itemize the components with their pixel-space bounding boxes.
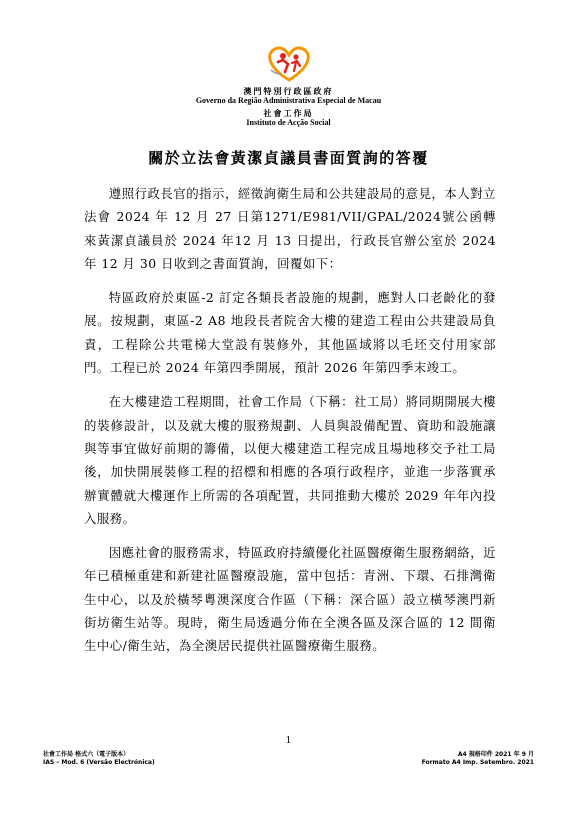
letterhead <box>0 42 577 128</box>
government-name-chinese: 澳門特別行政區政府 <box>243 86 334 96</box>
document-body <box>84 182 496 669</box>
government-name-portuguese: Governo da Região Administrativa Especial de Macau <box>195 96 382 105</box>
page-number: 1 <box>285 736 292 746</box>
footer-form-code-portuguese: IAS – Mod. 6 (Versão Electrónica) <box>43 759 155 766</box>
paragraph: 在大樓建造工程期間，社會工作局（下稱：社工局）將同期開展大樓的裝修設計，以及就大樓的服務規劃、人員與設備配置、資助和設施讓與等事宜做好前期的籌備，以便大樓建造工程完成且場地移交予社工局後，加快開展裝修工程的招標和相應的各項行政程序，並進一步落實承辦實體就大樓運作上所需的各項配置，共同推動大樓於 2029 年年內投入服務。 <box>84 394 496 526</box>
institute-name-chinese: 社會工作局 <box>263 108 314 118</box>
footer-print-format-chinese: A4 規格印件 2021 年 9 月 <box>457 751 534 758</box>
document-title: 關於立法會黃潔貞議員書面質詢的答覆 <box>148 149 429 167</box>
paragraph: 遵照行政長官的指示，經徵詢衛生局和公共建設局的意見，本人對立法會 2024 年 12 月 27 日第1271/E981/VII/GPAL/2024號公函轉來黃潔貞議員於 2024 年12 月 13 日提出，行政長官辦公室於 2024 年 12 月 30 日收到之書面質詢，回覆如下： <box>84 186 496 271</box>
footer-form-code-chinese: 社會工作局 格式六（電子版本） <box>43 751 130 758</box>
paragraph: 特區政府於東區-2 訂定各類長者設施的規劃，應對人口老齡化的發展。按規劃，東區-2 A8 地段長者院舍大樓的建造工程由公共建設局負責，工程除公共電梯大堂設有裝修外，其他區域將以毛坯交付用家部門。工程已於 2024 年第四季開展，預計 2026 年第四季末竣工。 <box>84 290 496 376</box>
paragraph: 因應社會的服務需求，特區政府持續優化社區醫療衛生服務網絡，近年已積極重建和新建社區醫療設施，當中包括：青洲、下環、石排灣衛生中心，以及於橫琴粵澳深度合作區（下稱：深合區）設立橫琴澳門新街坊衛生站等。現時，衛生局透過分佈在全澳各區及深合區的 12 間衛生中心/衛生站，為全澳居民提供社區醫療衛生服務。 <box>84 545 496 654</box>
footer-print-format-portuguese: Formato A4 Imp. Setembro. 2021 <box>421 759 534 766</box>
footer-form-code <box>43 751 155 767</box>
institute-name-portuguese: Instituto de Acção Social <box>246 118 331 127</box>
ias-logo-icon <box>259 42 319 84</box>
footer-print-format <box>422 751 534 767</box>
